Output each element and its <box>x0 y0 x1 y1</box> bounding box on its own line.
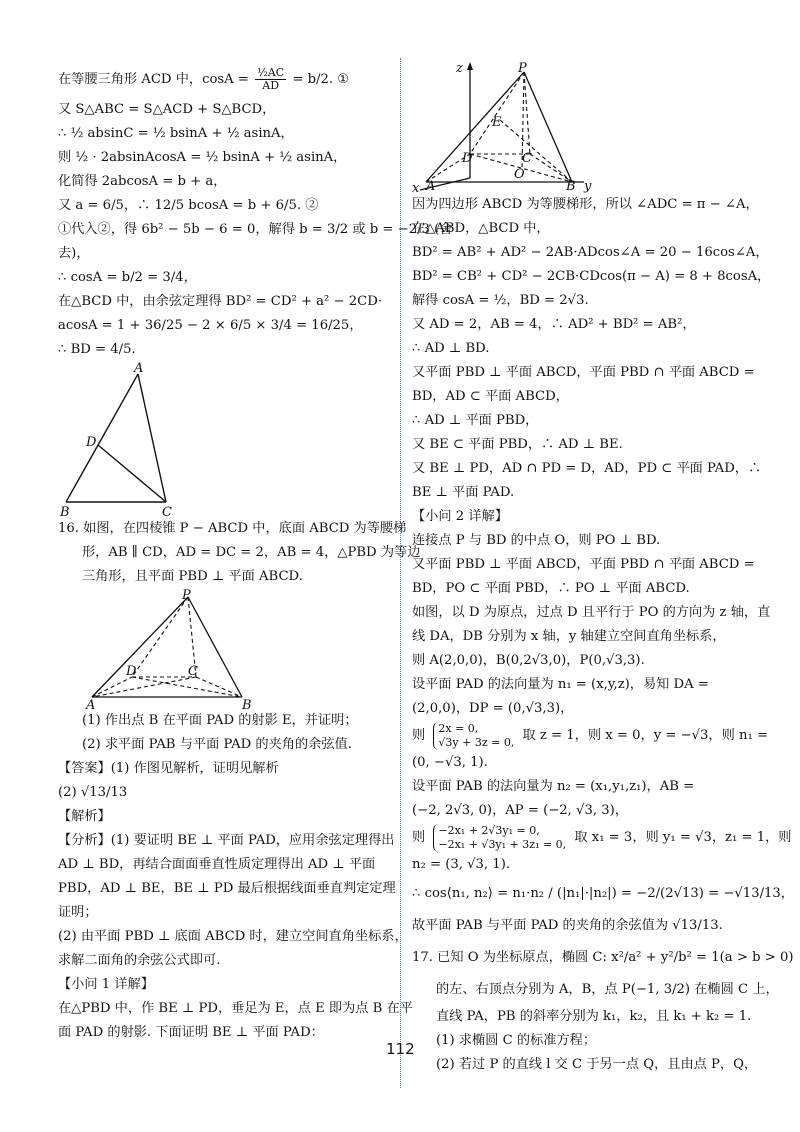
solution-text: 线 DA，DB 分别为 x 轴，y 轴建立空间直角坐标系， <box>412 629 726 644</box>
label-B: B <box>60 505 70 517</box>
question-17-text: 直线 PA，PB 的斜率分别为 k₁，k₂，且 k₁ + k₂ = 1. <box>436 1009 752 1024</box>
question-17-text: 17. 已知 O 为坐标原点，椭圆 C: x²/a² + y²/b² = 1(a > b > 0) <box>412 950 794 965</box>
label-P: P <box>182 589 191 603</box>
solution-text: 因为四边形 ABCD 为等腰梯形，所以 ∠ADC = π − ∠A， <box>412 197 759 212</box>
subquestion-heading: 【小问 2 详解】 <box>412 509 508 524</box>
text-line: ①代入②，得 6b² − 5b − 6 = 0，解得 b = 3/2 或 b = −2/3 (舍 <box>58 222 453 237</box>
right-column <box>412 58 794 1077</box>
solution-text: (−2, 2√3, 0)，AP = (−2, √3, 3)， <box>412 803 628 818</box>
label-C: C <box>522 151 532 166</box>
text-line <box>58 62 393 98</box>
solution-text: BD² = AB² + AD² − 2AB·ADcos∠A = 20 − 16cos∠A， <box>412 245 769 260</box>
solution-text: BD，PO ⊂ 平面 PBD，∴ PO ⊥ 平面 ABCD. <box>412 581 690 596</box>
analysis-text: (2) 由平面 PBD ⊥ 底面 ABCD 时，建立空间直角坐标系， <box>58 929 408 944</box>
text-span: 则 <box>412 830 426 845</box>
solution-text: 又平面 PBD ⊥ 平面 ABCD，平面 PBD ∩ 平面 ABCD = <box>412 365 755 380</box>
label-A: A <box>426 179 436 193</box>
label-P: P <box>518 61 527 76</box>
text-line: 去)， <box>58 246 90 261</box>
text-span: 则 <box>412 728 426 743</box>
solution-text: 故平面 PAB 与平面 PAD 的夹角的余弦值为 √13/13. <box>412 918 723 933</box>
solution-text: ∴ AD ⊥ BD. <box>412 341 490 356</box>
subquestion-heading: 【小问 1 详解】 <box>58 977 154 992</box>
page-number: 112 <box>386 1040 415 1058</box>
equation-system <box>412 721 769 751</box>
text-line: ∴ BD = 4/5. <box>58 342 136 357</box>
text-line: ∴ ½ absinC = ½ bsinA + ½ asinA， <box>58 126 294 141</box>
label-E: E <box>492 115 502 130</box>
pyramid-figure <box>58 589 393 709</box>
answer-line: 【答案】(1) 作图见解析，证明见解析 <box>58 761 279 776</box>
question-16-text: 16. 如图，在四棱锥 P − ABCD 中，底面 ABCD 为等腰梯 <box>58 521 407 536</box>
brace-system <box>433 824 566 852</box>
label-A: A <box>134 362 144 376</box>
solution-text: 解得 cosA = ½，BD = 2√3. <box>412 293 589 308</box>
fraction <box>255 67 286 92</box>
text-line: 化简得 2abcosA = b + a， <box>58 174 227 189</box>
question-part: (1) 作出点 B 在平面 PAD 的射影 E，并证明； <box>82 713 358 728</box>
equation: √3y + 3z = 0, <box>438 735 515 749</box>
label-B: B <box>242 698 252 709</box>
label-D: D <box>86 435 97 450</box>
solution-text: 如图，以 D 为原点，过点 D 且平行于 PO 的方向为 z 轴，直 <box>412 605 771 620</box>
axis-label-z: z <box>456 61 463 76</box>
frac-num: ½AC <box>257 66 285 79</box>
equation: −2x₁ + 2√3y₁ = 0, <box>438 823 540 837</box>
text-span: 在等腰三角形 ACD 中，cosA = <box>58 72 249 87</box>
axis-label-x: x <box>412 181 420 193</box>
solution-text: 在△ABD，△BCD 中， <box>412 221 550 236</box>
question-16-text: 三角形，且平面 PBD ⊥ 平面 ABCD. <box>82 569 303 584</box>
analysis-text: AD ⊥ BD，再结合面面垂直性质定理得出 AD ⊥ 平面 <box>58 857 376 872</box>
solution-text: BD，AD ⊂ 平面 ABCD， <box>412 389 569 404</box>
solution-text: 设平面 PAD 的法向量为 n₁ = (x,y,z)，易知 DA = <box>412 677 709 692</box>
text-line: acosA = 1 + 36/25 − 2 × 6/5 × 3/4 = 16/25， <box>58 318 363 333</box>
question-part: (2) 求平面 PAB 与平面 PAD 的夹角的余弦值. <box>82 737 352 752</box>
coordinate-pyramid-figure <box>412 58 752 193</box>
question-16-text: 形，AB ∥ CD，AD = DC = 2，AB = 4，△PBD 为等边 <box>82 545 421 560</box>
label-A: A <box>86 698 96 709</box>
solution-text: 设平面 PAB 的法向量为 n₂ = (x₁,y₁,z₁)，AB = <box>412 779 695 794</box>
solution-text: (2,0,0)，DP = (0,√3,3)， <box>412 701 574 716</box>
equation: 2x = 0, <box>438 721 479 735</box>
equation-system <box>412 823 792 853</box>
solution-text: 又 BE ⊂ 平面 PBD，∴ AD ⊥ BE. <box>412 437 623 452</box>
solution-text: 在△PBD 中，作 BE ⊥ PD，垂足为 E，点 E 即为点 B 在平 <box>58 1001 413 1016</box>
solution-text: n₂ = (3, √3, 1). <box>412 857 511 872</box>
solution-text: 面 PAD 的射影. 下面证明 BE ⊥ 平面 PAD： <box>58 1025 324 1040</box>
label-C: C <box>188 664 198 679</box>
question-17-text: 的左、右顶点分别为 A，B，点 P(−1, 3/2) 在椭圆 C 上， <box>436 982 779 997</box>
text-line: 在△BCD 中，由余弦定理得 BD² = CD² + a² − 2CD· <box>58 294 383 309</box>
solution-text: 又 BE ⊥ PD，AD ∩ PD = D，AD，PD ⊂ 平面 PAD，∴ <box>412 461 762 476</box>
axis-label-y: y <box>584 179 592 193</box>
solution-text: ∴ cos⟨n₁, n₂⟩ = n₁·n₂ / (|n₁|·|n₂|) = −2/(2√13) = −√13/13， <box>412 886 794 901</box>
solution-text: BD² = CB² + CD² − 2CB·CDcos(π − A) = 8 + 8cosA， <box>412 269 771 284</box>
label-B: B <box>566 179 576 193</box>
solution-text: 又平面 PBD ⊥ 平面 ABCD，平面 PBD ∩ 平面 ABCD = <box>412 557 755 572</box>
analysis-heading: 【解析】 <box>58 809 111 824</box>
question-part: (1) 求椭圆 C 的标准方程； <box>436 1033 597 1048</box>
label-D: D <box>462 151 473 166</box>
solution-text: 又 AD = 2，AB = 4，∴ AD² + BD² = AB²， <box>412 317 696 332</box>
label-D: D <box>126 664 137 679</box>
text-line: 又 S△ABC = S△ACD + S△BCD， <box>58 102 276 117</box>
text-span: = b/2. ① <box>292 72 350 87</box>
text-line: ∴ cosA = b/2 = 3/4， <box>58 270 197 285</box>
question-part: (2) 若过 P 的直线 l 交 C 于另一点 Q，且由点 P，Q， <box>436 1057 758 1072</box>
answer-line: (2) √13/13 <box>58 785 128 800</box>
equation: −2x₁ + √3y₁ + 3z₁ = 0, <box>438 837 567 851</box>
solution-text: BE ⊥ 平面 PAD. <box>412 485 515 500</box>
analysis-text: 求解二面角的余弦公式即可. <box>58 953 221 968</box>
solution-text: ∴ AD ⊥ 平面 PBD， <box>412 413 539 428</box>
triangle-figure <box>58 362 393 517</box>
solution-text: 连接点 P 与 BD 的中点 O，则 PO ⊥ BD. <box>412 533 661 548</box>
analysis-text: PBD，AD ⊥ BE，BE ⊥ PD 最后根据线面垂直判定定理 <box>58 881 396 896</box>
text-line: 则 ½ · 2absinAcosA = ½ bsinA + ½ asinA， <box>58 150 347 165</box>
label-C: C <box>162 505 172 517</box>
label-O: O <box>514 167 525 182</box>
solution-text: 则 A(2,0,0)，B(0,2√3,0)，P(0,√3,3). <box>412 653 645 668</box>
text-span: 取 x₁ = 3，则 y₁ = √3，z₁ = 1，则 <box>574 830 792 845</box>
frac-den: AD <box>262 79 280 92</box>
text-line: 又 a = 6/5，∴ 12/5 bcosA = b + 6/5. ② <box>58 198 319 213</box>
text-span: 取 z = 1，则 x = 0，y = −√3，则 n₁ = <box>522 728 769 743</box>
brace-system <box>433 722 514 750</box>
analysis-text: 【分析】(1) 要证明 BE ⊥ 平面 PAD，应用余弦定理得出 <box>58 833 395 848</box>
solution-text: (0, −√3, 1). <box>412 755 488 770</box>
analysis-text: 证明； <box>58 905 98 920</box>
